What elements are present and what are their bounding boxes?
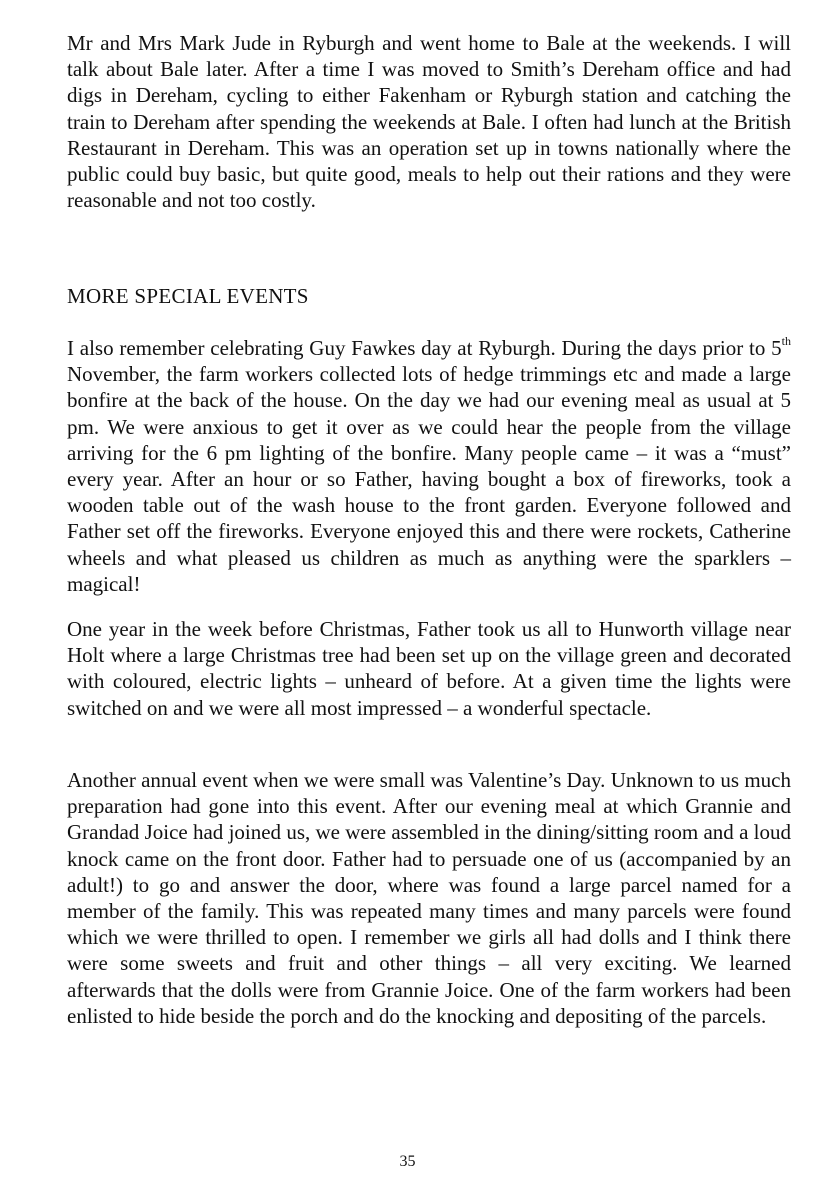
paragraph-guy-fawkes-text-end: November, the farm workers collected lots of hedge trimmings etc and made a large bonfire at the back of the house. On the day we had our evening meal as usual at 5 pm. We were anxious to get it over as we could hear the people from the village arriving for the 6 pm lighting of the bonfire. Many people came – it was a “must” every year. After an hour or so Father, having bought a box of fireworks, took a wooden table out of the wash house to the front garden. Everyone followed and Father set off the fireworks. Everyone enjoyed this and there were rockets, Catherine wheels and what pleased us children as much as anything were the sparklers – magical! — [67, 362, 791, 596]
paragraph-work-and-dereham: Mr and Mrs Mark Jude in Ryburgh and went home to Bale at the weekends. I will talk about Bale later. After a time I was moved to Smith’s Dereham office and had digs in Dereham, cycling to either Fakenham or Ryburgh station and catching the train to Dereham after spending the weekends at Bale. I often had lunch at the British Restaurant in Dereham. This was an operation set up in towns nationally where the public could buy basic, but quite good, meals to help out their rations and they were reasonable and not too costly. — [67, 31, 791, 213]
section-heading: MORE SPECIAL EVENTS — [67, 284, 309, 308]
ordinal-superscript: th — [781, 334, 791, 348]
paragraph-christmas-tree: One year in the week before Christmas, Father took us all to Hunworth village near Holt where a large Christmas tree had been set up on the village green and decorated with coloured, electric lights – unheard of before. At a given time the lights were switched on and we were all most impressed – a wonderful spectacle. — [67, 617, 791, 720]
paragraph-guy-fawkes-text-start: I also remember celebrating Guy Fawkes day at Ryburgh. During the days prior to 5 — [67, 336, 782, 360]
page-number: 35 — [399, 1153, 416, 1170]
paragraph-valentines-day: Another annual event when we were small was Valentine’s Day. Unknown to us much preparation had gone into this event. After our evening meal at which Grannie and Grandad Joice had joined us, we were assembled in the dining/sitting room and a loud knock came on the front door. Father had to persuade one of us (accompanied by an adult!) to go and answer the door, where was found a large parcel named for a member of the family. This was repeated many times and many parcels were found which we were thrilled to open. I remember we girls all had dolls and I think there were some sweets and fruit and other things – all very exciting. We learned afterwards that the dolls were from Grannie Joice. One of the farm workers had been enlisted to hide beside the porch and do the knocking and depositing of the parcels. — [67, 768, 791, 1028]
paragraph-guy-fawkes — [67, 335, 791, 597]
